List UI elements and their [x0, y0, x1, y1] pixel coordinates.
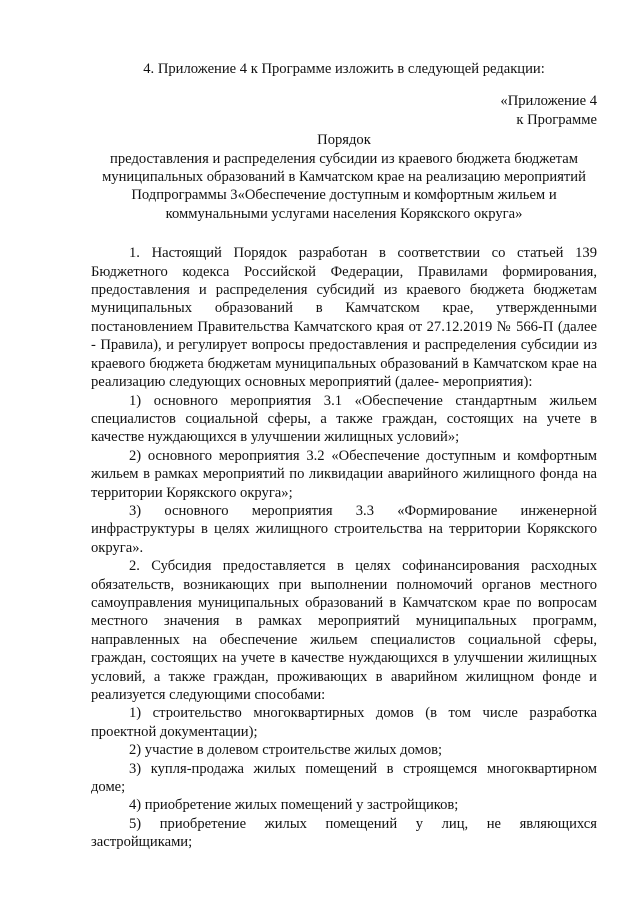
- title-heading: Порядок: [317, 132, 371, 149]
- paragraph-item-3-1: 1) основного мероприятия 3.1 «Обеспечение стандартным жильем специалистов социальной сферы, а также граждан, состоящих на учете в качестве нуждающихся в улучшении жилищных условий»;: [91, 392, 597, 446]
- title-line: Подпрограммы 3«Обеспечение доступным и комфортным жильем и: [131, 187, 557, 204]
- paragraph-clause-1: 1. Настоящий Порядок разработан в соответствии со статьей 139 Бюджетного кодекса Российской Федерации, Правилами формирования, предоставления и распределения субсидий из краевого бюджета бюджетам муниципальных образований в Камчатском крае, утвержденными постановлением Правительства Камчатского края от 27.12.2019 № 566-П (далее - Правила), и регулирует вопросы предоставления и распределения субсидии из краевого бюджета бюджетам муниципальных образований в Камчатском крае на реализацию следующих основных мероприятий (далее- мероприятия):: [91, 245, 597, 391]
- paragraph-method-5: 5) приобретение жилых помещений у лиц, не являющихся застройщиками;: [91, 815, 597, 851]
- annex-line-1: «Приложение 4: [500, 93, 597, 110]
- document-page: [91, 60, 597, 852]
- document-title: [91, 131, 597, 223]
- paragraph-clause-2: 2. Субсидия предоставляется в целях софинансирования расходных обязательств, возникающих при выполнении полномочий органов местного самоуправления муниципальных образований в Камчатском крае по вопросам местного значения в рамках мероприятий муниципальных программ, направленных на обеспечение жильем специалистов социальной сферы, граждан, состоящих на учете в качестве нуждающихся в улучшении жилищных условий, а также граждан, проживающих в аварийном жилищном фонде и реализуется следующими способами:: [91, 558, 597, 703]
- paragraph-item-3-2: 2) основного мероприятия 3.2 «Обеспечение доступным и комфортным жильем в рамках мероприятий по ликвидации аварийного жилищного фонда на территории Корякского округа»;: [91, 447, 597, 501]
- document-body: [91, 244, 597, 851]
- title-line: предоставления и распределения субсидии из краевого бюджета бюджетам: [110, 150, 578, 167]
- title-line: муниципальных образований в Камчатском крае на реализацию мероприятий: [102, 169, 586, 186]
- paragraph-item-3-3: 3) основного мероприятия 3.3 «Формирование инженерной инфраструктуры в целях жилищного строительства на территории Корякского округа».: [91, 502, 597, 556]
- paragraph-method-4: 4) приобретение жилых помещений у застройщиков;: [129, 797, 459, 814]
- paragraph-method-1: 1) строительство многоквартирных домов (в том числе разработка проектной документации);: [91, 705, 597, 740]
- annex-line-2: к Программе: [516, 111, 597, 128]
- title-line: коммунальными услугами населения Корякского округа»: [165, 205, 523, 222]
- paragraph-method-2: 2) участие в долевом строительстве жилых домов;: [129, 742, 443, 759]
- amendment-line: 4. Приложение 4 к Программе изложить в следующей редакции:: [143, 61, 545, 77]
- paragraph-method-3: 3) купля-продажа жилых помещений в строящемся многоквартирном доме;: [91, 760, 597, 796]
- annex-reference: [91, 92, 597, 129]
